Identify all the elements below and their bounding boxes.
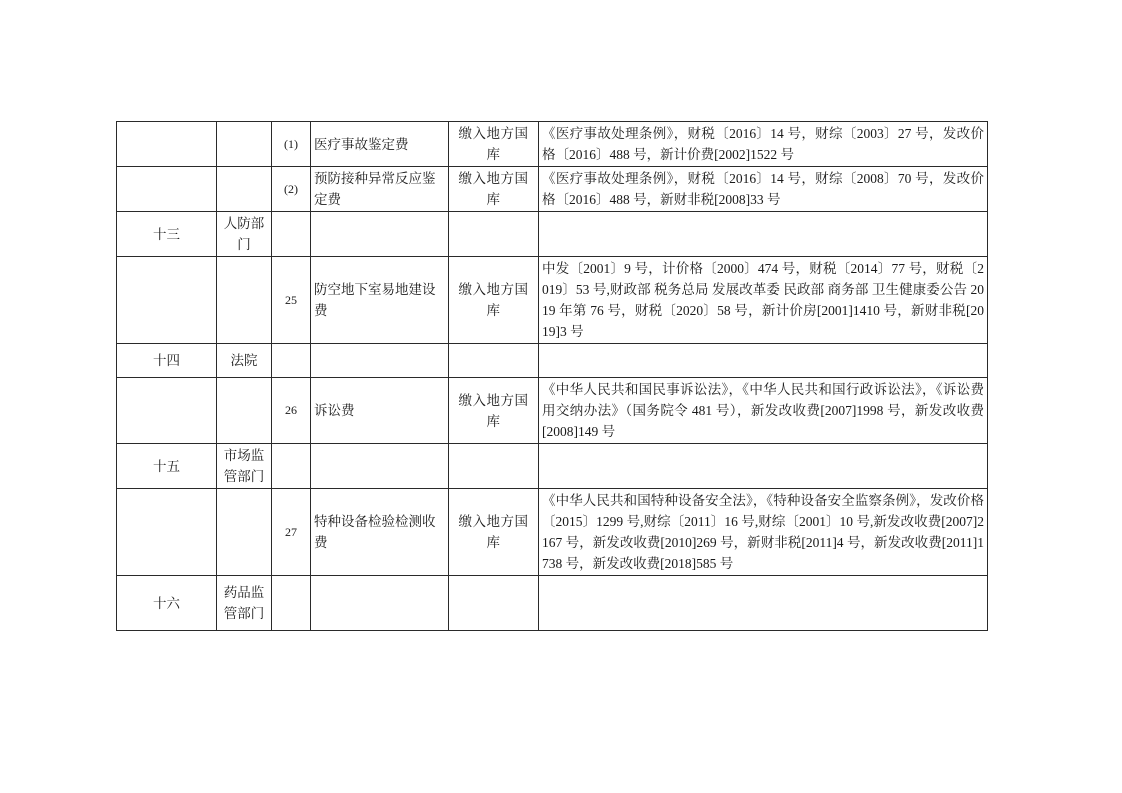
- table-row: [117, 489, 988, 576]
- cell-serial: [117, 122, 217, 167]
- cell-item-no: [272, 212, 311, 257]
- table-row: [117, 212, 988, 257]
- table-row: [117, 257, 988, 344]
- cell-destination: 缴入地方国库: [449, 257, 539, 344]
- cell-legal-basis: 《中华人民共和国民事诉讼法》，《中华人民共和国行政诉讼法》，《诉讼费用交纳办法》（国务院令 481 号），新发改收费[2007]1998 号，新发改收费[2008]149 号: [539, 378, 988, 444]
- table-row: [117, 344, 988, 378]
- cell-department: [217, 167, 272, 212]
- cell-fee-name: 特种设备检验检测收费: [311, 489, 449, 576]
- cell-department: [217, 489, 272, 576]
- cell-department: 药品监管部门: [217, 576, 272, 631]
- cell-department: 市场监管部门: [217, 444, 272, 489]
- cell-department: [217, 257, 272, 344]
- cell-fee-name: [311, 212, 449, 257]
- cell-legal-basis: [539, 444, 988, 489]
- cell-item-no: (1): [272, 122, 311, 167]
- cell-serial: [117, 378, 217, 444]
- cell-item-no: [272, 444, 311, 489]
- cell-destination: 缴入地方国库: [449, 167, 539, 212]
- cell-serial: 十四: [117, 344, 217, 378]
- cell-fee-name: 诉讼费: [311, 378, 449, 444]
- cell-destination: [449, 212, 539, 257]
- cell-legal-basis: [539, 212, 988, 257]
- cell-fee-name: [311, 344, 449, 378]
- cell-serial: [117, 489, 217, 576]
- table-row: [117, 444, 988, 489]
- cell-legal-basis: 《医疗事故处理条例》，财税〔2016〕14 号，财综〔2008〕70 号，发改价格〔2016〕488 号，新财非税[2008]33 号: [539, 167, 988, 212]
- cell-department: [217, 378, 272, 444]
- cell-destination: [449, 444, 539, 489]
- cell-destination: 缴入地方国库: [449, 122, 539, 167]
- fee-table: [116, 121, 988, 631]
- table-row: [117, 122, 988, 167]
- cell-destination: [449, 344, 539, 378]
- cell-department: 法院: [217, 344, 272, 378]
- cell-department: [217, 122, 272, 167]
- cell-legal-basis: [539, 344, 988, 378]
- cell-fee-name: [311, 444, 449, 489]
- table-row: [117, 378, 988, 444]
- cell-fee-name: 医疗事故鉴定费: [311, 122, 449, 167]
- table-row: [117, 576, 988, 631]
- cell-legal-basis: 中发〔2001〕9 号，计价格〔2000〕474 号，财税〔2014〕77 号，财税〔2019〕53 号,财政部 税务总局 发展改革委 民政部 商务部 卫生健康委公告 2019 年第 76 号，财税〔2020〕58 号，新计价房[2001]1410 号，新财非税[2019]3 号: [539, 257, 988, 344]
- cell-destination: 缴入地方国库: [449, 489, 539, 576]
- cell-fee-name: [311, 576, 449, 631]
- cell-department: 人防部门: [217, 212, 272, 257]
- cell-serial: 十五: [117, 444, 217, 489]
- cell-item-no: 25: [272, 257, 311, 344]
- cell-legal-basis: [539, 576, 988, 631]
- cell-destination: [449, 576, 539, 631]
- cell-serial: 十六: [117, 576, 217, 631]
- cell-fee-name: 预防接种异常反应鉴定费: [311, 167, 449, 212]
- cell-serial: [117, 167, 217, 212]
- cell-legal-basis: 《中华人民共和国特种设备安全法》，《特种设备安全监察条例》，发改价格〔2015〕1299 号,财综〔2011〕16 号,财综〔2001〕10 号,新发改收费[2007]2167 号，新发改收费[2010]269 号，新财非税[2011]4 号，新发改收费[2011]1738 号，新发改收费[2018]585 号: [539, 489, 988, 576]
- cell-legal-basis: 《医疗事故处理条例》，财税〔2016〕14 号，财综〔2003〕27 号，发改价格〔2016〕488 号，新计价费[2002]1522 号: [539, 122, 988, 167]
- table-row: [117, 167, 988, 212]
- cell-destination: 缴入地方国库: [449, 378, 539, 444]
- cell-item-no: [272, 344, 311, 378]
- cell-item-no: 26: [272, 378, 311, 444]
- cell-item-no: 27: [272, 489, 311, 576]
- cell-fee-name: 防空地下室易地建设费: [311, 257, 449, 344]
- cell-item-no: (2): [272, 167, 311, 212]
- cell-item-no: [272, 576, 311, 631]
- cell-serial: [117, 257, 217, 344]
- cell-serial: 十三: [117, 212, 217, 257]
